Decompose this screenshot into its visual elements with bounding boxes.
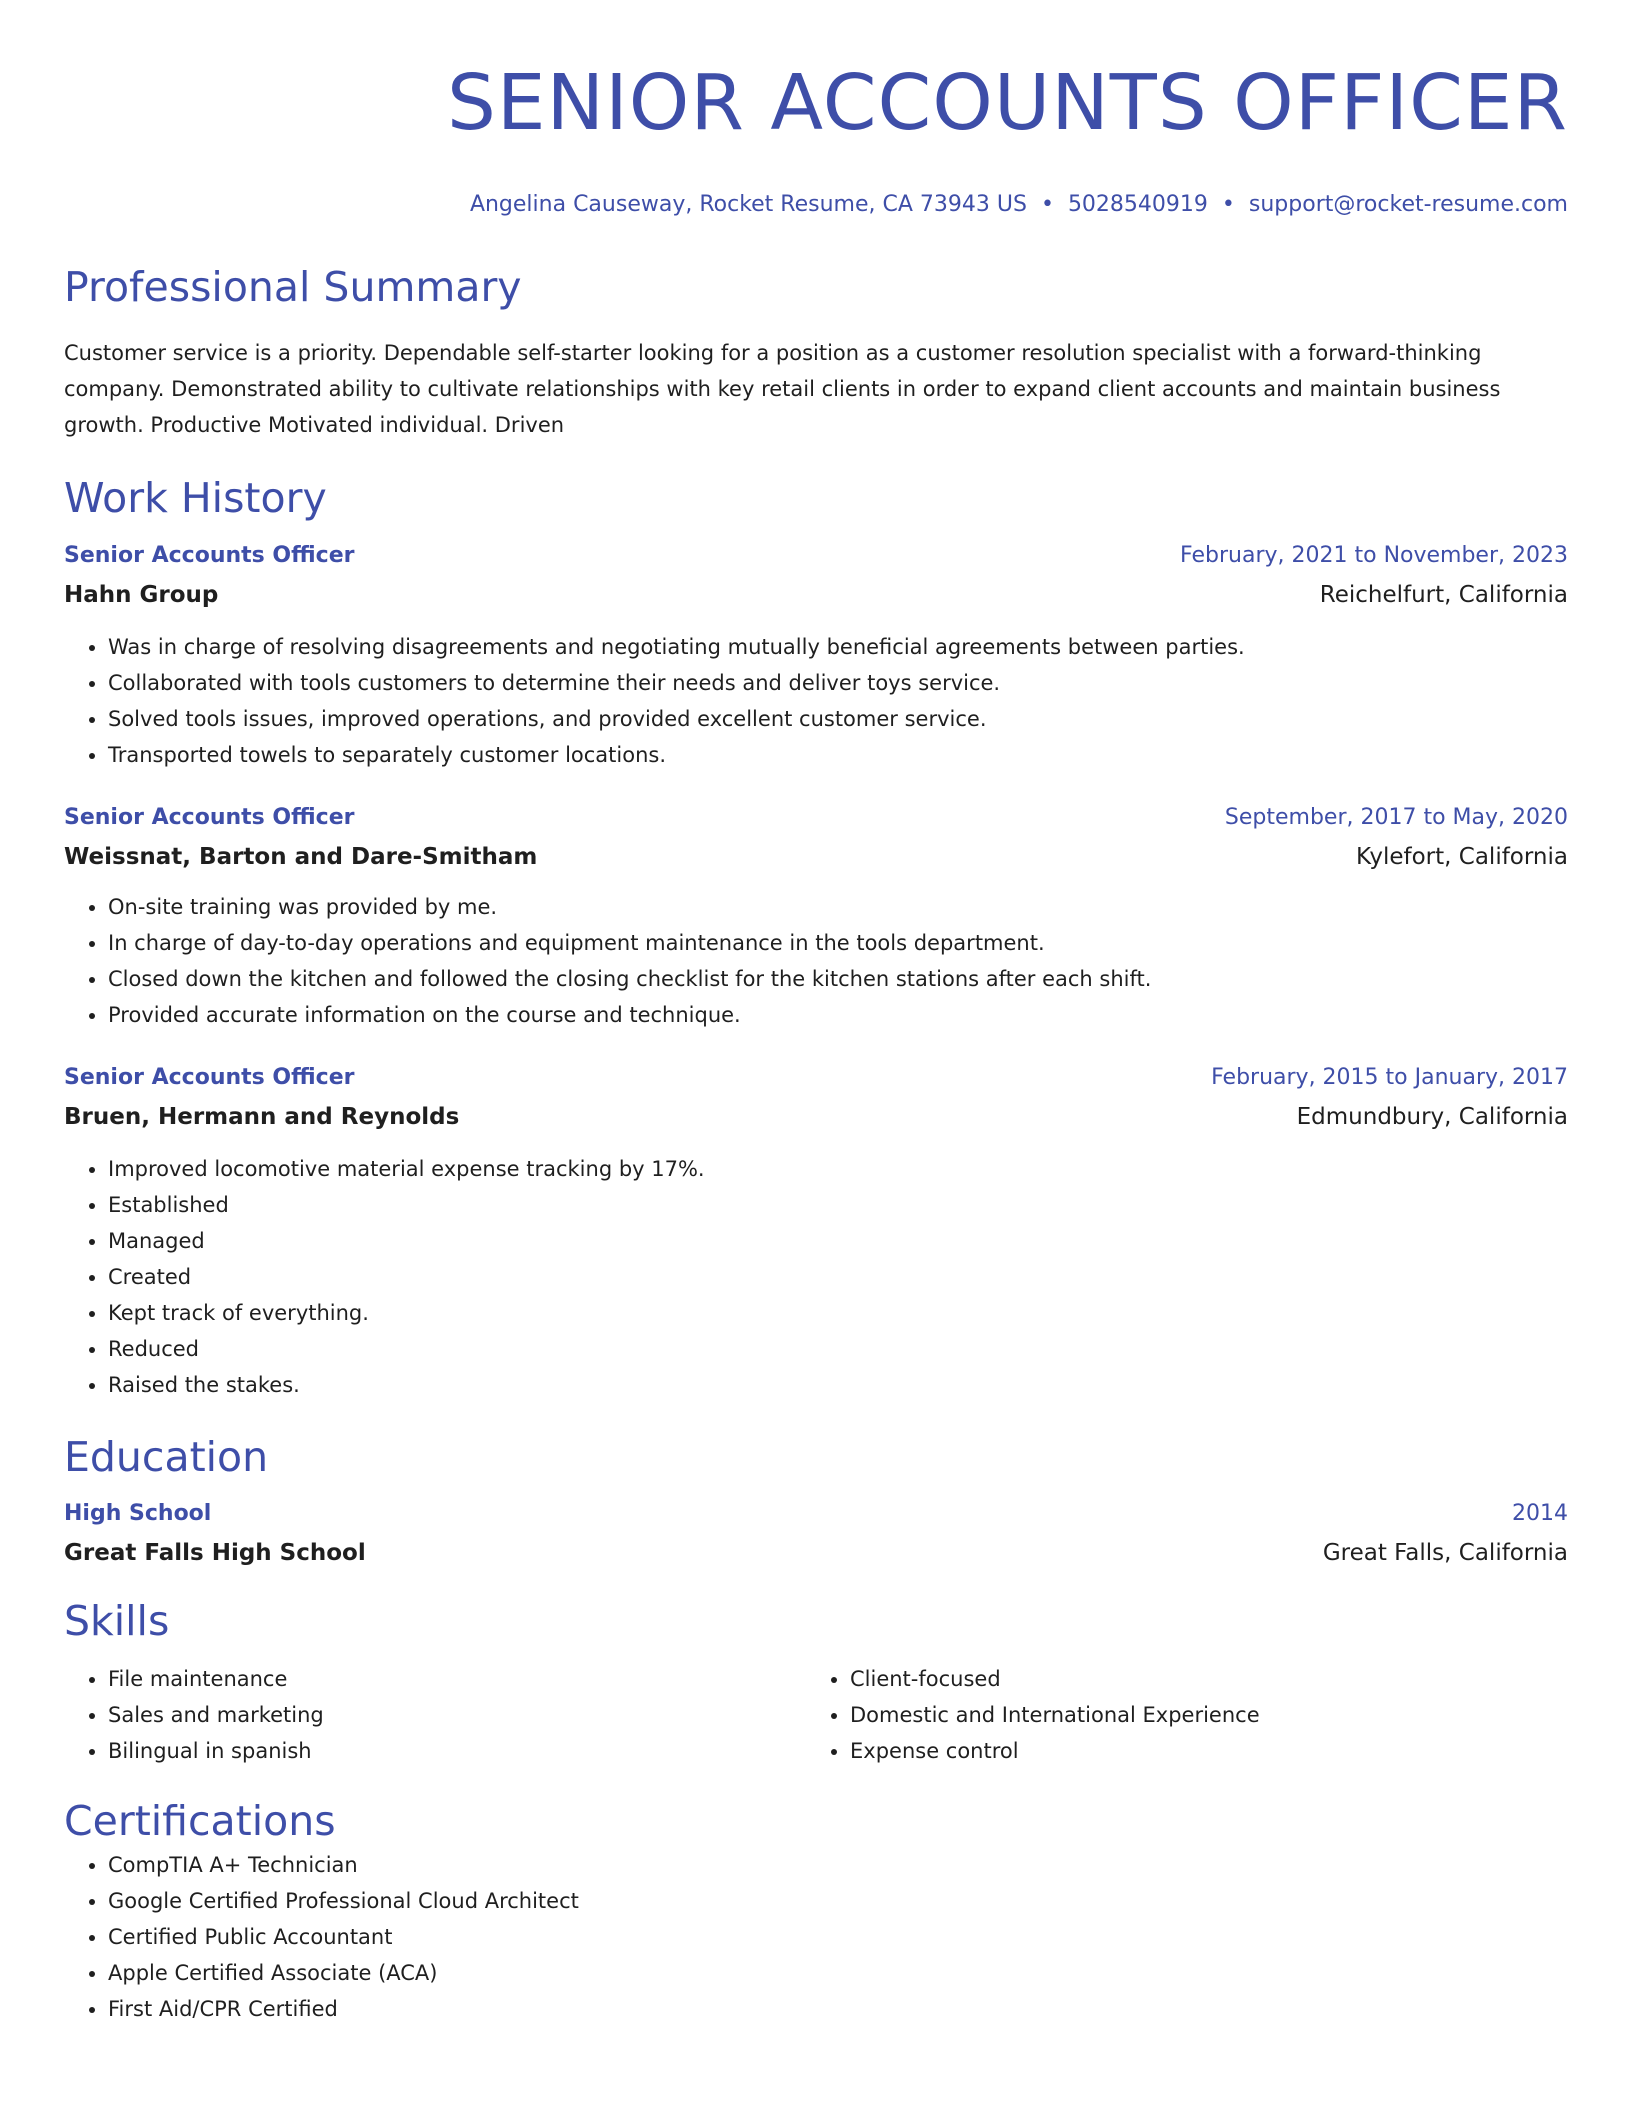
list-item: • Collaborated with tools customers to determine their needs and deliver toys service. bbox=[108, 665, 1568, 701]
education-degree: High School bbox=[64, 1501, 212, 1526]
job-company: Hahn Group bbox=[64, 582, 219, 608]
list-item: • Certified Public Accountant bbox=[108, 1919, 1568, 1955]
job-company: Bruen, Hermann and Reynolds bbox=[64, 1104, 460, 1130]
certifications-list bbox=[64, 1847, 1568, 2027]
contact-email[interactable]: support@rocket-resume.com bbox=[1248, 192, 1568, 217]
education-school-row bbox=[64, 1537, 1568, 1569]
job-location: Reichelfurt, California bbox=[1319, 582, 1568, 608]
list-item: • CompTIA A+ Technician bbox=[108, 1847, 1568, 1883]
list-item: • Improved locomotive material expense tracking by 17%. bbox=[108, 1151, 1568, 1187]
work-history-heading: Work History bbox=[64, 474, 327, 522]
list-item: • Google Certified Professional Cloud Architect bbox=[108, 1883, 1568, 1919]
skills-column-right bbox=[806, 1661, 1548, 1769]
list-item: • Closed down the kitchen and followed the closing checklist for the kitchen stations after each shift. bbox=[108, 961, 1568, 997]
list-item: • On-site training was provided by me. bbox=[108, 889, 1568, 925]
education-heading: Education bbox=[64, 1433, 269, 1481]
job-role: Senior Accounts Officer bbox=[64, 1065, 355, 1090]
job-entry bbox=[64, 803, 1568, 1033]
list-item: • Managed bbox=[108, 1223, 1568, 1259]
contact-separator: • bbox=[1221, 192, 1235, 217]
list-item: • Kept track of everything. bbox=[108, 1295, 1568, 1331]
job-dates: February, 2021 to November, 2023 bbox=[1180, 543, 1568, 568]
skills-heading: Skills bbox=[64, 1597, 170, 1645]
job-bullets bbox=[64, 1151, 1568, 1403]
list-item: • Bilingual in spanish bbox=[108, 1733, 806, 1769]
contact-separator: • bbox=[1040, 192, 1054, 217]
education-degree-row bbox=[64, 1499, 1568, 1529]
education-location: Great Falls, California bbox=[1322, 1540, 1568, 1566]
job-company: Weissnat, Barton and Dare-Smitham bbox=[64, 844, 538, 870]
list-item: • Apple Certified Associate (ACA) bbox=[108, 1955, 1568, 1991]
job-company-row bbox=[64, 579, 1568, 611]
list-item: • Sales and marketing bbox=[108, 1697, 806, 1733]
summary-text: Customer service is a priority. Dependable self-starter looking for a position as a customer resolution specialist with a forward-thinking company. Demonstrated ability to cultivate relationships with key retail clients in order to expand client accounts and maintain business growth. Productive Motivated individual. Driven bbox=[64, 341, 1501, 437]
education-year: 2014 bbox=[1512, 1501, 1568, 1526]
skills-list bbox=[64, 1661, 806, 1769]
job-entry bbox=[64, 1063, 1568, 1403]
list-item: • Domestic and International Experience bbox=[850, 1697, 1548, 1733]
skills-list bbox=[806, 1661, 1548, 1769]
job-location: Kylefort, California bbox=[1355, 844, 1568, 870]
education-entry bbox=[64, 1499, 1568, 1569]
list-item: • Transported towels to separately customer locations. bbox=[108, 737, 1568, 773]
list-item: • Provided accurate information on the course and technique. bbox=[108, 997, 1568, 1033]
resume-title: SENIOR ACCOUNTS OFFICER bbox=[446, 59, 1568, 148]
job-location: Edmundbury, California bbox=[1296, 1104, 1568, 1130]
list-item: • Reduced bbox=[108, 1331, 1568, 1367]
skills-column-left bbox=[64, 1661, 806, 1769]
job-role: Senior Accounts Officer bbox=[64, 543, 355, 568]
summary-heading: Professional Summary bbox=[64, 263, 522, 311]
job-company-row bbox=[64, 1101, 1568, 1133]
list-item: • Raised the stakes. bbox=[108, 1367, 1568, 1403]
job-dates: September, 2017 to May, 2020 bbox=[1224, 805, 1568, 830]
job-dates: February, 2015 to January, 2017 bbox=[1211, 1065, 1568, 1090]
certifications-heading: Certifications bbox=[64, 1797, 336, 1845]
list-item: • Solved tools issues, improved operations, and provided excellent customer service. bbox=[108, 701, 1568, 737]
education-school: Great Falls High School bbox=[64, 1540, 366, 1566]
list-item: • Expense control bbox=[850, 1733, 1548, 1769]
list-item: • In charge of day-to-day operations and equipment maintenance in the tools department. bbox=[108, 925, 1568, 961]
list-item: • Created bbox=[108, 1259, 1568, 1295]
contact-line bbox=[64, 190, 1568, 220]
job-title-row bbox=[64, 803, 1568, 833]
job-company-row bbox=[64, 841, 1568, 873]
list-item: • File maintenance bbox=[108, 1661, 806, 1697]
job-entry bbox=[64, 541, 1568, 773]
job-bullets bbox=[64, 889, 1568, 1033]
contact-phone[interactable]: 5028540919 bbox=[1067, 192, 1208, 217]
job-bullets bbox=[64, 629, 1568, 773]
skills-grid bbox=[64, 1661, 1568, 1769]
list-item: • First Aid/CPR Certified bbox=[108, 1991, 1568, 2027]
list-item: • Was in charge of resolving disagreements and negotiating mutually beneficial agreements between parties. bbox=[108, 629, 1568, 665]
job-title-row bbox=[64, 541, 1568, 571]
list-item: • Established bbox=[108, 1187, 1568, 1223]
contact-address: Angelina Causeway, Rocket Resume, CA 73943 US bbox=[469, 192, 1027, 217]
job-role: Senior Accounts Officer bbox=[64, 805, 355, 830]
job-title-row bbox=[64, 1063, 1568, 1093]
list-item: • Client-focused bbox=[850, 1661, 1548, 1697]
